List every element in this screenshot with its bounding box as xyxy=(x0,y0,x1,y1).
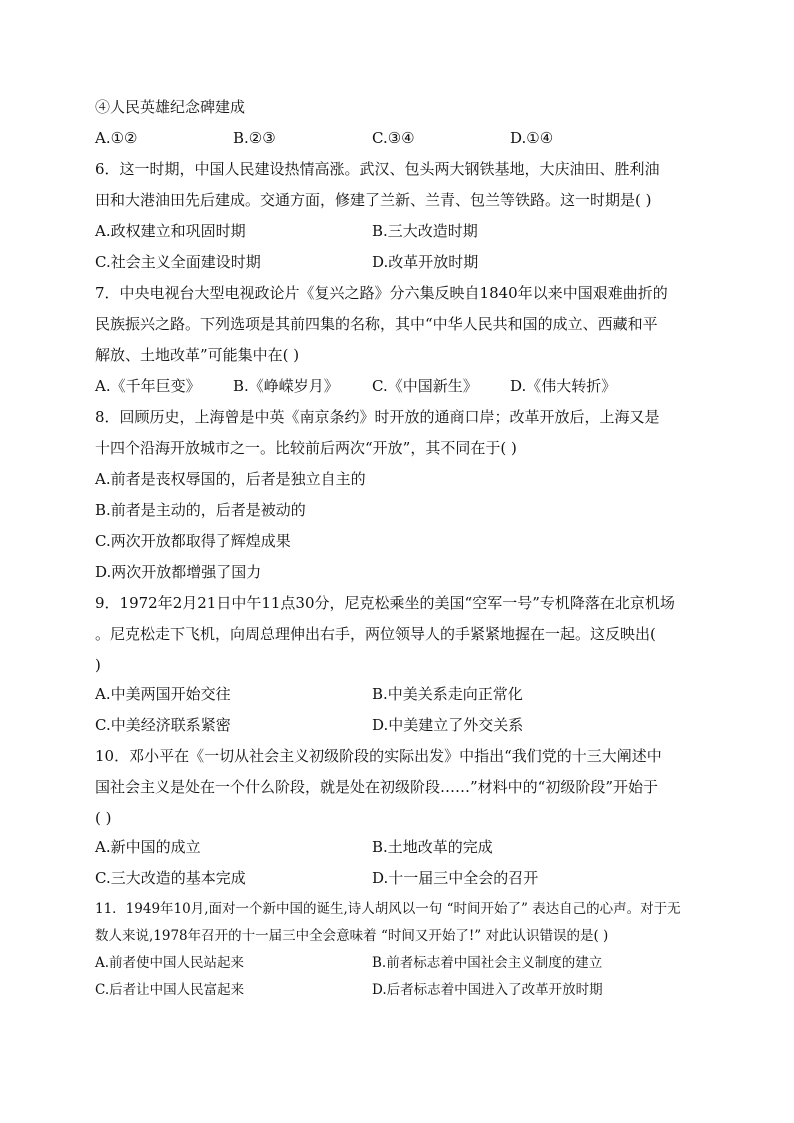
q6-stem-line-1: 6．这一时期，中国人民建设热情高涨。武汉、包头两大钢铁基地，大庆油田、胜利油 xyxy=(95,160,660,178)
q6-option-a: A.政权建立和巩固时期 xyxy=(95,222,246,240)
q8-option-d: D.两次开放都增强了国力 xyxy=(95,563,262,581)
q6-stem-line-2: 田和大港油田先后建成。交通方面，修建了兰新、兰青、包兰等铁路。这一时期是( ) xyxy=(95,191,652,209)
q8-stem-line-1: 8．回顾历史，上海曾是中英《南京条约》时开放的通商口岸；改革开放后，上海又是 xyxy=(95,408,660,426)
q10-stem-line-3: ( ) xyxy=(95,809,112,827)
q11-option-c: C.后者让中国人民富起来 xyxy=(95,982,245,998)
q7-stem-line-2: 民族振兴之路。下列选项是其前四集的名称，其中“中华人民共和国的成立、西藏和平 xyxy=(95,315,658,333)
q11-stem-line-1: 11．1949年10月,面对一个新中国的诞生,诗人胡风以一句 “时间开始了” 表达自己的心声。对于无 xyxy=(95,901,681,917)
q7-option-c: C.《中国新生》 xyxy=(372,377,478,395)
q10-option-a: A.新中国的成立 xyxy=(95,838,201,856)
q6-option-c: C.社会主义全面建设时期 xyxy=(95,253,261,271)
q9-option-c: C.中美经济联系紧密 xyxy=(95,716,231,734)
q9-option-b: B.中美关系走向正常化 xyxy=(372,685,523,703)
q11-stem-line-2: 数人来说,1978年召开的十一届三中全会意味着 “时间又开始了!” 对此认识错误的是( ) xyxy=(95,928,609,944)
q8-stem-line-2: 十四个沿海开放城市之一。比较前后两次“开放”，其不同在于( ) xyxy=(95,439,517,457)
q8-option-c: C.两次开放都取得了辉煌成果 xyxy=(95,532,291,550)
q10-stem-line-1: 10．邓小平在《一切从社会主义初级阶段的实际出发》中指出“我们党的十三大阐述中 xyxy=(95,747,662,765)
q5-option-b: B.②③ xyxy=(233,129,276,147)
q7-option-b: B.《峥嵘岁月》 xyxy=(233,377,339,395)
q7-stem-line-1: 7．中央电视台大型电视政论片《复兴之路》分六集反映自1840年以来中国艰难曲折的 xyxy=(95,284,668,302)
q5-item-4: ④人民英雄纪念碑建成 xyxy=(95,98,246,116)
q9-stem-line-3: ) xyxy=(95,656,101,674)
q11-option-a: A.前者使中国人民站起来 xyxy=(95,955,245,971)
q10-stem-line-2: 国社会主义是处在一个什么阶段，就是处在初级阶段……”材料中的“初级阶段”开始于 xyxy=(95,778,659,796)
q5-option-d: D.①④ xyxy=(510,129,554,147)
q10-option-c: C.三大改造的基本完成 xyxy=(95,869,246,887)
q9-option-a: A.中美两国开始交往 xyxy=(95,685,231,703)
q6-option-d: D.改革开放时期 xyxy=(372,253,479,271)
q9-stem-line-1: 9．1972年2月21日中午11点30分，尼克松乘坐的美国“空军一号”专机降落在北京机场 xyxy=(95,594,675,612)
q11-option-b: B.前者标志着中国社会主义制度的建立 xyxy=(372,955,603,971)
q7-option-a: A.《千年巨变》 xyxy=(95,377,201,395)
q9-stem-line-2: 。尼克松走下飞机，向周总理伸出右手，两位领导人的手紧紧地握在一起。这反映出( xyxy=(95,625,656,643)
q11-option-d: D.后者标志着中国进入了改革开放时期 xyxy=(372,982,603,998)
q8-option-a: A.前者是丧权辱国的，后者是独立自主的 xyxy=(95,470,366,488)
q5-option-c: C.③④ xyxy=(372,129,415,147)
q8-option-b: B.前者是主动的，后者是被动的 xyxy=(95,501,306,519)
q7-stem-line-3: 解放、土地改革”可能集中在( ) xyxy=(95,346,300,364)
q9-option-d: D.中美建立了外交关系 xyxy=(372,716,524,734)
q7-option-d: D.《伟大转折》 xyxy=(510,377,617,395)
q6-option-b: B.三大改造时期 xyxy=(372,222,478,240)
q10-option-b: B.土地改革的完成 xyxy=(372,838,493,856)
q10-option-d: D.十一届三中全会的召开 xyxy=(372,869,539,887)
q5-option-a: A.①② xyxy=(95,129,138,147)
